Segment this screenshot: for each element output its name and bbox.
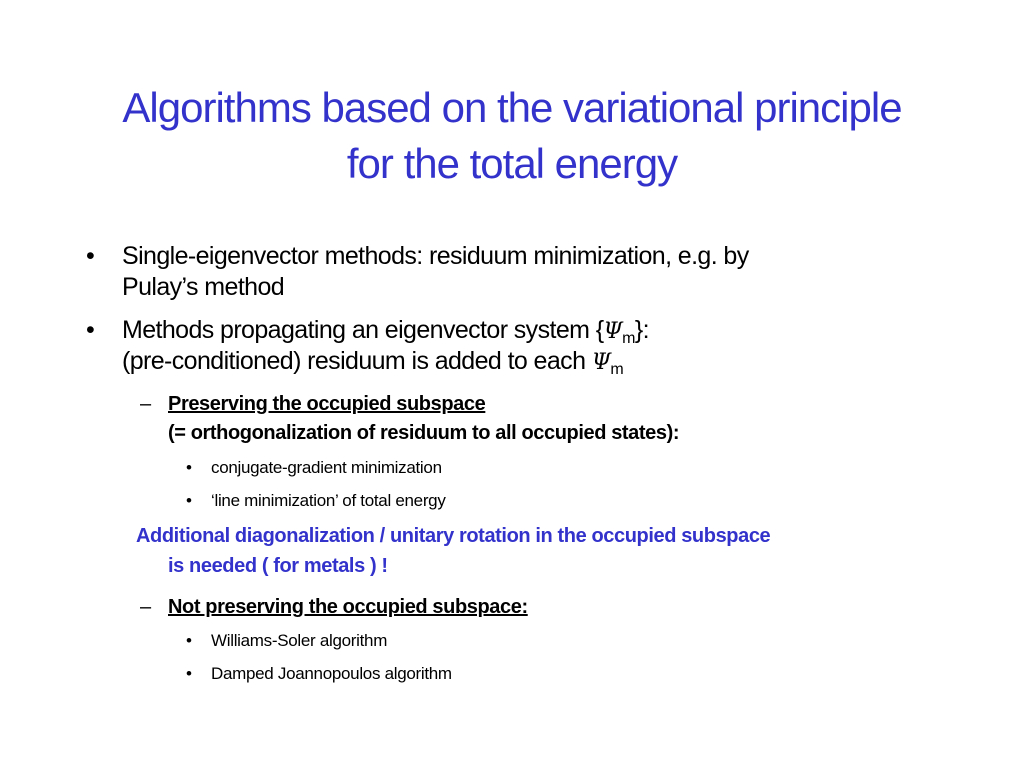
bullet-marker-small: •: [186, 491, 192, 510]
preserving-detail: (= orthogonalization of residuum to all occupied states):: [168, 422, 680, 444]
bullet-marker-small: •: [186, 631, 192, 650]
preserving-item-1: conjugate-gradient minimization: [211, 458, 442, 477]
not-preserving-heading: Not preserving the occupied subspace:: [168, 596, 528, 618]
bullet-marker-small: •: [186, 458, 192, 477]
psi-subscript: m: [622, 330, 635, 347]
bullet-marker-small: •: [186, 664, 192, 683]
bullet-1-line-2: Pulay’s method: [122, 273, 285, 301]
psi-symbol: Ψ: [591, 350, 611, 375]
bullet-1-line-1: Single-eigenvector methods: residuum minimization, e.g. by: [122, 242, 749, 270]
preserving-heading: Preserving the occupied subspace: [168, 393, 486, 415]
not-preserving-item-1: Williams-Soler algorithm: [211, 631, 388, 650]
dash-marker: –: [140, 393, 151, 415]
psi-subscript: m: [610, 361, 624, 378]
preserving-item-2: ‘line minimization’ of total energy: [211, 491, 446, 510]
metals-note-line-1: Additional diagonalization / unitary rotation in the occupied subspace: [136, 525, 771, 547]
dash-marker: –: [140, 596, 151, 618]
bullet-2-line-1-prefix: Methods propagating an eigenvector system {: [122, 316, 604, 344]
psi-symbol: Ψ: [603, 319, 623, 344]
title-line-1: Algorithms based on the variational principle: [122, 84, 902, 131]
bullet-marker: •: [86, 242, 95, 270]
bullet-2-line-2-prefix: (pre-conditioned) residuum is added to each: [122, 347, 592, 375]
metals-note-line-2: is needed ( for metals ) !: [168, 555, 388, 577]
bullet-2-line-2: [122, 345, 623, 379]
bullet-2-line-1-suffix: }:: [634, 316, 649, 344]
bullet-marker: •: [86, 316, 95, 344]
bullet-2-line-1: [122, 314, 649, 348]
title-line-2: for the total energy: [346, 140, 678, 187]
not-preserving-item-2: Damped Joannopoulos algorithm: [211, 664, 452, 683]
